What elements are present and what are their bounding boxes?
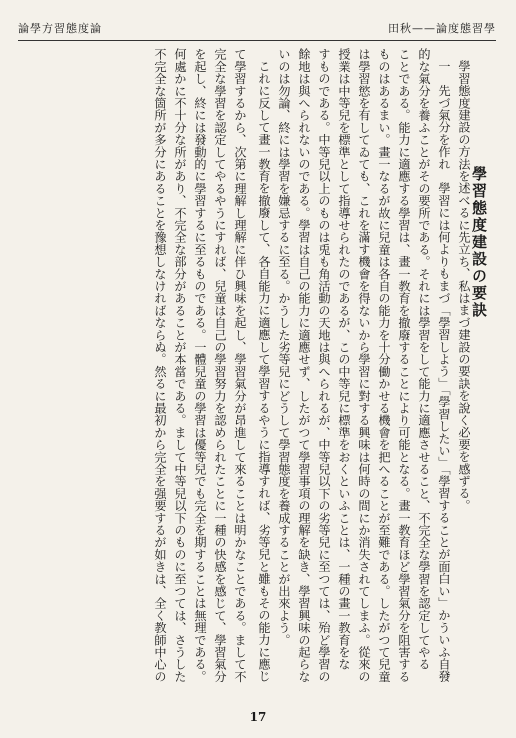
text-column: は學習慾を有してゐても、これを滿す機會を得ないから學習に對する興味は何時の間にか消失されてしまふ。從來の [357, 48, 371, 683]
body-text [20, 48, 474, 696]
text-column: ことである。能力に適應する學習は、畫一教育を撤廢することにより可能となる。畫一教育ほど學習氣分を阻害する [397, 48, 411, 683]
text-column: 不完全な箇所が多分にあることを豫想しなければならぬ。然るに最初から完全を强要するが如きは、全く教師中心の [153, 48, 167, 683]
subsection-heading-paragraph: 一 先づ氣分を作れ 學習には何よりもまづ「學習しよう」「學習したい」「學習することが面白い」かういふ自發 [437, 60, 451, 683]
text-column: 完全な學習を認定してやるやうにすれば、兒童は自己の學習努力を認められたことに一種の快感を感じて、學習氣分 [213, 48, 227, 683]
running-header [18, 20, 496, 36]
text-column: て學習するから、次第に理解し理解に伴ひ興味を起し、學習氣分が昂進して來ることは明かなことである。まして不 [233, 48, 247, 683]
header-title: 論學方習態度論 [18, 22, 102, 35]
text-column: いのは勿論、終には學習を嫌忌するに至る。かうした劣等兒にどうして學習態度を養成することが出來よう。 [277, 48, 291, 646]
text-column: 餘地は與へられないのである。學習は自己の能力に適應せず、したがつて學習事項の理解を缺き、學習興味の起らな [297, 48, 311, 683]
text-column: を起し、終には發動的に學習するに至るものである。一體兒童の學習は優等兒でも完全を期することは無理である。 [193, 48, 207, 683]
text-column: ものはあるまい。畫一なるが故に兒童は各自の能力を十分働かせる機會を把へることが至難である。したがつて兒童 [377, 48, 391, 683]
text-column: 授業は中等兒を標準として指導せられたのであるが、この中等兒に標準をおくといふことは、一種の畫一教育をな [337, 48, 351, 671]
header-rule [18, 40, 496, 41]
text-column: すものである。中等兒以上のものは兎も角活動の天地は與へられるが、中等兒以下の劣等兒に至つては、殆ど學習の [317, 48, 331, 683]
text-column: 何處かに不十分な所があり、不完全な部分があることが本當である。まして中等兒以下のものに至つては、さうした [173, 48, 187, 683]
page-number: 17 [249, 710, 267, 724]
header-author: 田秋——論度態習學 [388, 22, 496, 35]
section-title: 學習態度建設の要訣 [470, 166, 488, 319]
text-column: これに反して畫一教育を撤廢して、各自能力に適應して學習するやうに指導すれば、劣等兒と雖もその能力に應じ [257, 60, 271, 683]
text-column: 的な氣分を養ふことがその要所である。それには學習をして能力に適應させること、不完全な學習を認定してやる [417, 48, 431, 671]
text-column: 學習態度建設の方法を述べるに先立ち、私はまづ建設の要訣を說く必要を感ずる。 [457, 60, 471, 512]
